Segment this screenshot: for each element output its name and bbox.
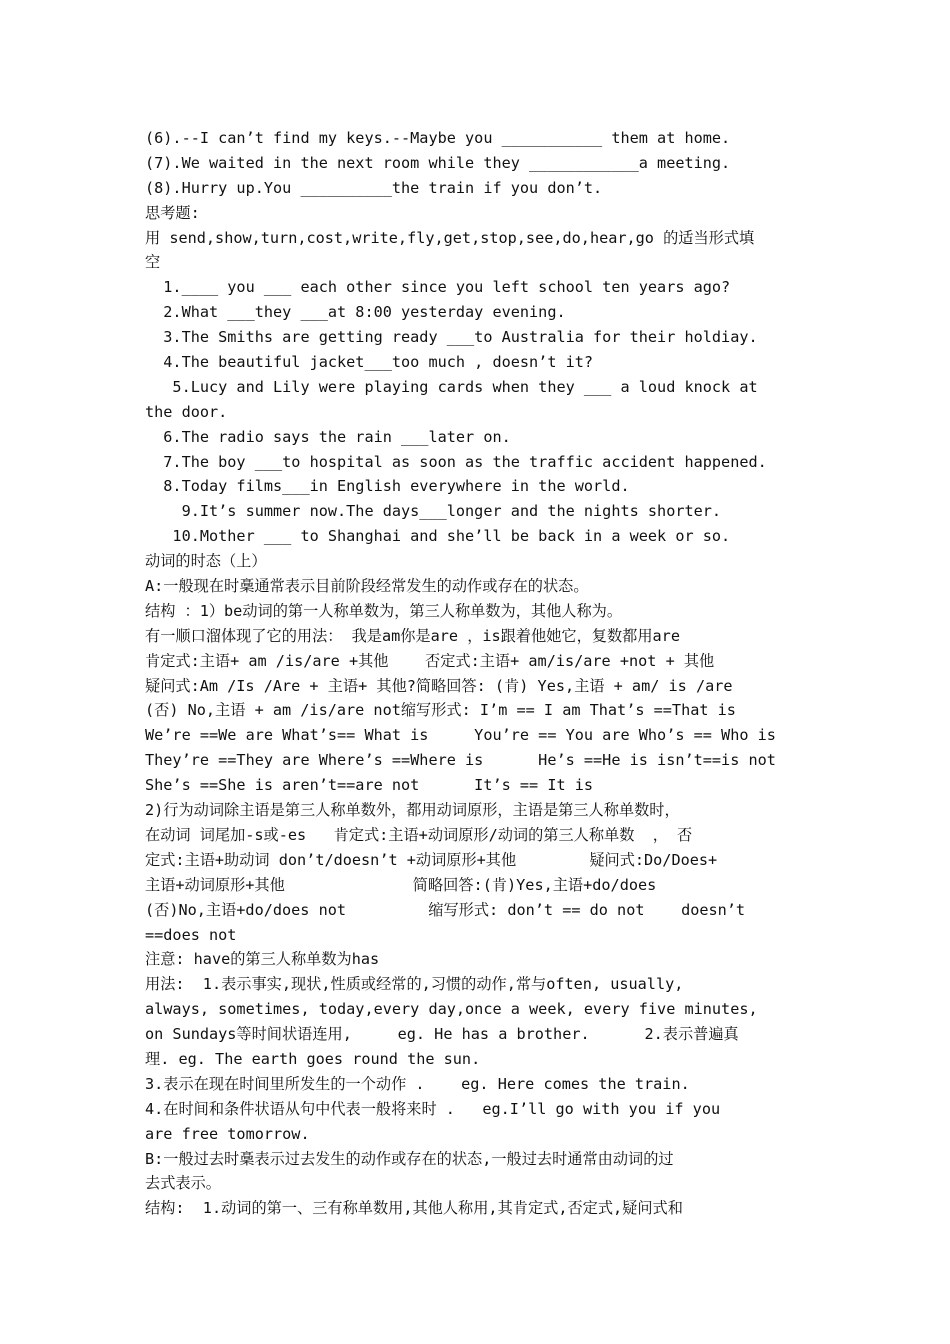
text-line: We’re ==We are What’s== What is You’re == You are Who’s == Who is	[145, 726, 776, 745]
text-line: (8).Hurry up.You __________the train if you don’t.	[145, 178, 603, 197]
text-line: 思考题:	[145, 203, 200, 222]
text-line: 3.表示在现在时间里所发生的一个动作 . eg. Here comes the train.	[145, 1074, 690, 1093]
text-line: 动词的时态（上）	[145, 552, 267, 571]
text-line: 4.在时间和条件状语从句中代表一般将来时 . eg.I’ll go with you if you	[145, 1099, 721, 1118]
text-line: 2.What ___they ___at 8:00 yesterday evening.	[145, 303, 566, 322]
text-line: (否) No,主语 + am /is/are not缩写形式: I’m == I am That’s ==That is	[145, 701, 736, 720]
text-line: (6).--I can’t find my keys.--Maybe you ___________ them at home.	[145, 129, 731, 147]
text-line: 用法: 1.表示事实,现状,性质或经常的,习惯的动作,常与often, usually,	[145, 975, 684, 994]
text-line: 在动词 词尾加-s或-es 肯定式:主语+动词原形/动词的第三人称单数 ， 否	[145, 825, 693, 844]
text-line: 8.Today films___in English everywhere in the world.	[145, 477, 630, 496]
text-line: 3.The Smiths are getting ready ___to Australia for their holdiay.	[145, 328, 758, 347]
text-line: 1.____ you ___ each other since you left school ten years ago?	[145, 278, 731, 297]
text-line: 2)行为动词除主语是第三人称单数外，都用动词原形，主语是第三人称单数时，	[145, 801, 680, 820]
text-line: always, sometimes, today,every day,once a week, every five minutes,	[145, 1000, 758, 1019]
text-line: ==does not	[145, 925, 237, 944]
text-line: 7.The boy ___to hospital as soon as the traffic accident happened.	[145, 452, 767, 471]
text-line: 10.Mother ___ to Shanghai and she’ll be back in a week or so.	[145, 527, 731, 546]
text-line: 6.The radio says the rain ___later on.	[145, 427, 511, 446]
text-line: 空	[145, 253, 161, 272]
text-line: 理. eg. The earth goes round the sun.	[145, 1049, 481, 1068]
document-body	[145, 126, 810, 1221]
text-line: 用 send,show,turn,cost,write,fly,get,stop,see,do,hear,go 的适当形式填	[145, 228, 755, 247]
text-line: on Sundays等时间状语连用, eg. He has a brother. 2.表示普遍真	[145, 1025, 739, 1044]
text-line: 注意: have的第三人称单数为has	[145, 950, 380, 969]
text-line: are free tomorrow.	[145, 1124, 310, 1143]
text-line: 去式表示。	[145, 1174, 221, 1193]
text-line: B:一般过去时稾表示过去发生的动作或存在的状态,一般过去时通常由动词的过	[145, 1149, 674, 1168]
text-line: (7).We waited in the next room while they ____________a meeting.	[145, 153, 731, 172]
text-line: 主语+动词原形+其他 简略回答:(肯)Yes,主语+do/does	[145, 875, 657, 894]
text-line: 结构 ：1）be动词的第一人称单数为，第三人称单数为，其他人称为。	[145, 601, 623, 620]
text-line: (否)No,主语+do/does not 缩写形式: don’t == do not doesn’t	[145, 900, 746, 919]
text-line: 结构: 1.动词的第一、三有称单数用,其他人称用,其肯定式,否定式,疑问式和	[145, 1199, 683, 1218]
text-line: the door.	[145, 402, 228, 421]
text-line: A:一般现在时稾通常表示目前阶段经常发生的动作或存在的状态。	[145, 577, 589, 596]
text-line: They’re ==They are Where’s ==Where is He’s ==He is isn’t==is not	[145, 751, 776, 770]
text-line: 定式:主语+助动词 don’t/doesn’t +动词原形+其他 疑问式:Do/Does+	[145, 850, 718, 869]
text-line: 9.It’s summer now.The days___longer and the nights shorter.	[145, 502, 722, 521]
text-line: 5.Lucy and Lily were playing cards when they ___ a loud knock at	[145, 377, 758, 396]
text-line: 肯定式:主语+ am /is/are +其他 否定式:主语+ am/is/are +not + 其他	[145, 651, 715, 670]
text-line: 疑问式:Am /Is /Are + 主语+ 其他?简略回答: (肯) Yes,主语 + am/ is /are	[145, 676, 733, 695]
text-line: She’s ==She is aren’t==are not It’s == It is	[145, 776, 594, 795]
text-line: 4.The beautiful jacket___too much , doesn’t it?	[145, 353, 594, 372]
text-line: 有一顺口溜体现了它的用法： 我是am你是are ，is跟着他她它，复数都用are	[145, 626, 680, 645]
